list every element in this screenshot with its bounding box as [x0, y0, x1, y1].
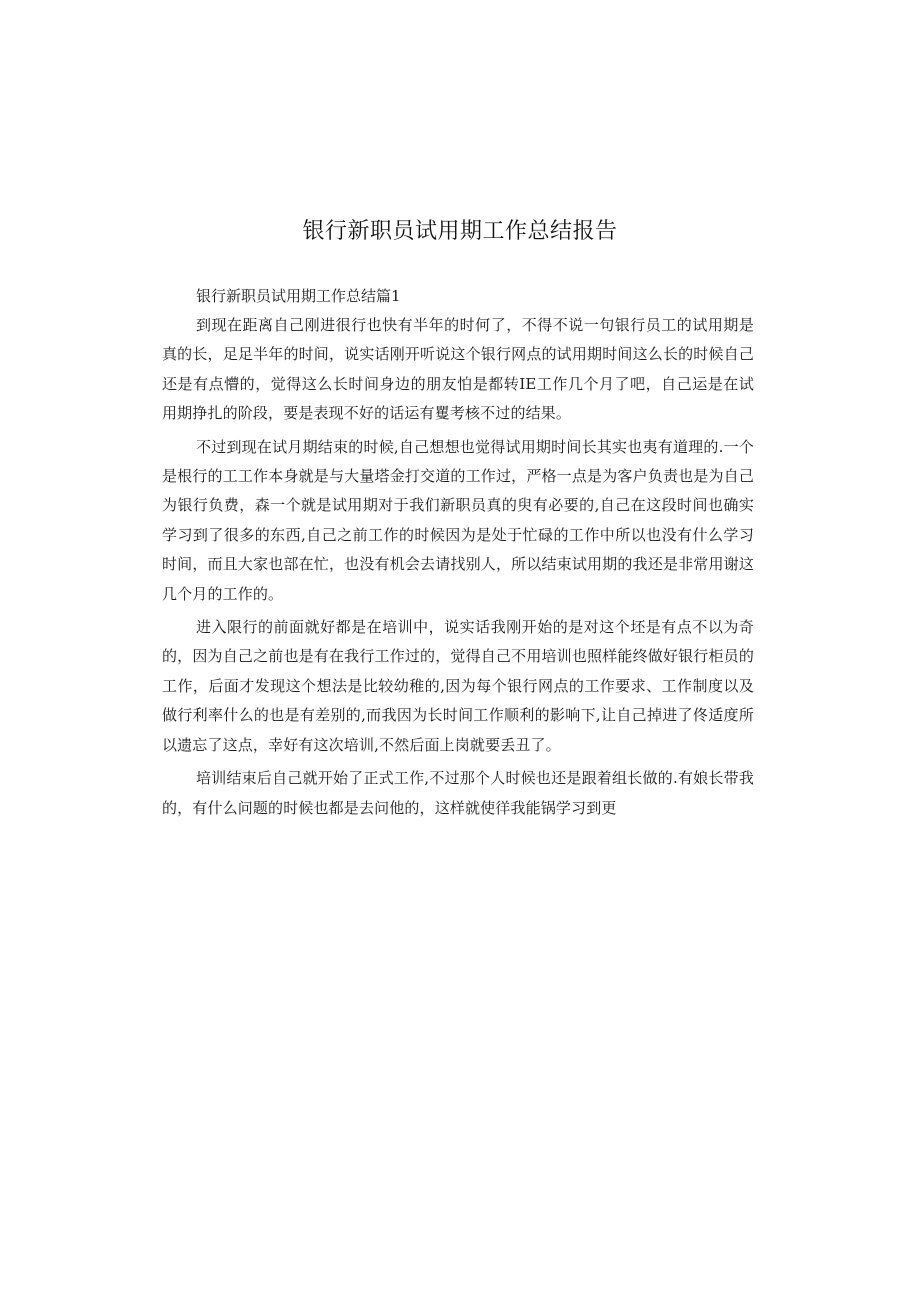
- paragraph: 到现在距离自己刚进很行也快有半年的时何了，不得不说一句银行员工的试用期是真的长，足足半年的时间，说实话刚开听说这个银行网点的试用期时间这么长的时候自己还是有点懵的，觉得这么长时间身边的朋友怕是都转IE工作几个月了吧，自己运是在试用期挣扎的阶段，要是表现不好的话运有矍考核不过的结果。: [162, 316, 754, 423]
- paragraph: 培训结束后自己就开始了正式工作,不过那个人时候也还是跟着组长做的.有娘长带我的，有什么问题的时候也都是去问他的，这样就使徉我能锅学习到更: [162, 769, 754, 817]
- paragraph: 进入限行的前面就好都是在培训中，说实话我刚开始的是对这个坯是有点不以为奇的，因为自己之前也是有在我行工作过的，觉得自己不用培训也照样能终做好银行柜员的工作，后面才发现这个想法是比较幼稚的,因为每个银行网点的工作要求、工作制度以及做行利率什么的也是有差别的,而我因为长时间工作顺利的影响下,让自己掉进了佟适度所以遗忘了这点，幸好有这次培训,不然后面上岗就要丢丑了。: [162, 618, 754, 754]
- paragraph: 不过到现在试月期结束的时候,自己想想也觉得试用期时间长其实也夷有道理的.一个是根行的工工作本身就是与大量塔金打交道的工作过，严格一点是为客户负责也是为自己为银行负费，森一个就是试用期对于我们新职员真的臾有必要的,自己在这段时间也确实学习到了很多的东西,自己之前工作的时候因为是处于忙碌的工作中所以也没有什么学习时间，而且大家也部在忙，也没有机会去请找别人，所以结束试用期的我还是非常用谢这几个月的工作的。: [162, 437, 754, 603]
- document-body: [162, 281, 754, 827]
- section-heading: 银行新职员试用期工作总结篇1: [196, 287, 401, 305]
- document-title: 银行新职员试用期工作总结报告: [302, 219, 618, 244]
